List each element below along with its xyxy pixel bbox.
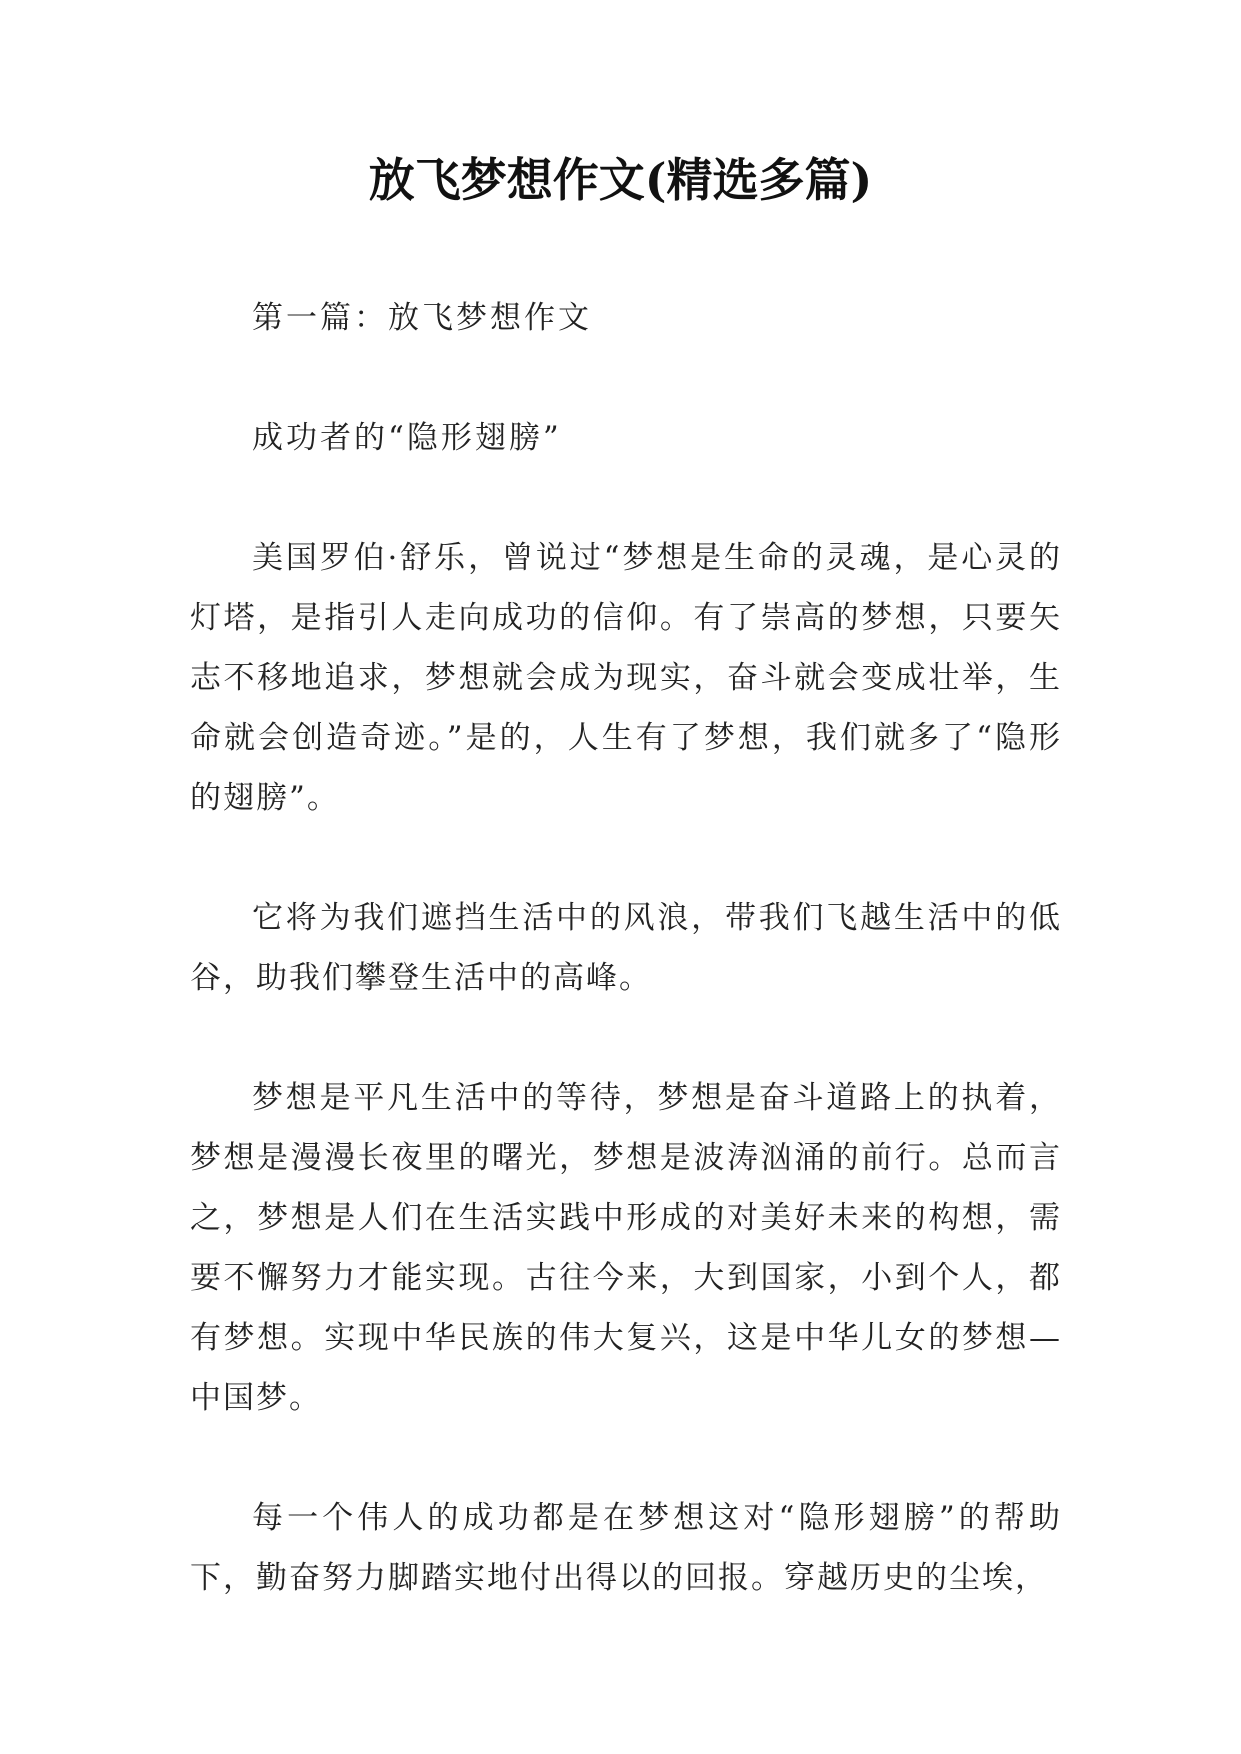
body-paragraph: 每一个伟人的成功都是在梦想这对“隐形翅膀”的帮助下，勤奋努力脚踏实地付出得以的回报。穿越历史的尘埃， — [190, 1500, 1062, 1596]
body-paragraph: 梦想是平凡生活中的等待，梦想是奋斗道路上的执着，梦想是漫漫长夜里的曙光，梦想是波涛汹涌的前行。总而言之，梦想是人们在生活实践中形成的对美好未来的构想，需要不懈努力才能实现。古往今来，大到国家，小到个人，都有梦想。实现中华民族的伟大复兴，这是中华儿女的梦想—中国梦。 — [190, 1080, 1062, 1416]
section-heading: 第一篇：放飞梦想作文 — [252, 300, 592, 336]
body-paragraph: 它将为我们遮挡生活中的风浪，带我们飞越生活中的低谷，助我们攀登生活中的高峰。 — [190, 900, 1062, 996]
document-body — [190, 288, 1062, 1668]
essay-title: 成功者的“隐形翅膀” — [252, 420, 562, 456]
document-title: 放飞梦想作文(精选多篇) — [368, 153, 873, 207]
body-paragraph: 美国罗伯·舒乐，曾说过“梦想是生命的灵魂，是心灵的灯塔，是指引人走向成功的信仰。有了崇高的梦想，只要矢志不移地追求，梦想就会成为现实，奋斗就会变成壮举，生命就会创造奇迹。”是的，人生有了梦想，我们就多了“隐形的翅膀”。 — [190, 540, 1062, 816]
